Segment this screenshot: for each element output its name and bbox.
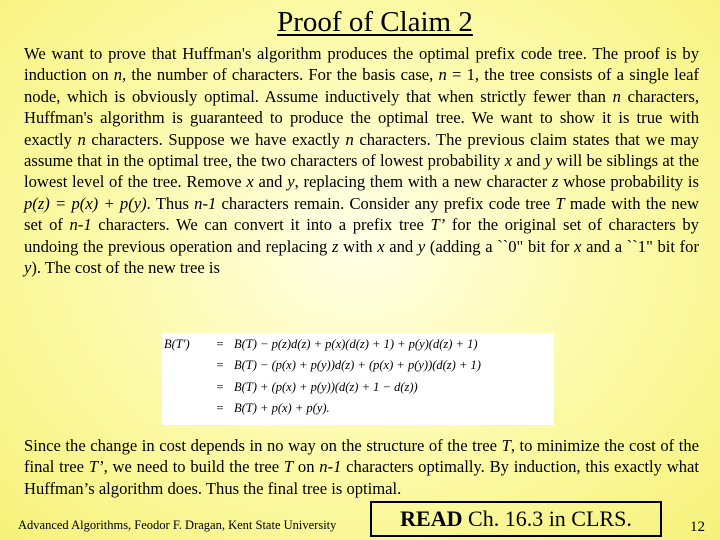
math-variable: n	[113, 65, 123, 85]
math-variable: n	[612, 86, 621, 106]
equation-rhs: B(T) − p(z)d(z) + p(x)(d(z) + 1) + p(y)(d(z) + 1)	[234, 337, 478, 351]
math-variable: n	[345, 129, 354, 149]
math-variable: p(z) = p(x) + p(y)	[24, 193, 147, 213]
equation-rhs: B(T) + (p(x) + p(y))(d(z) + 1 − d(z))	[234, 380, 418, 394]
text-run: Since the change in cost depends in no way on the structure of the tree	[24, 436, 502, 455]
math-variable: y	[544, 151, 553, 171]
read-label: READ	[400, 506, 463, 531]
equation-rhs: B(T) − (p(x) + p(y))d(z) + (p(x) + p(y))(d(z) + 1)	[234, 358, 481, 372]
math-variable: n	[77, 129, 86, 149]
text-run: characters. Suppose we have exactly	[85, 129, 346, 149]
text-run: with	[338, 236, 378, 256]
math-variable: z	[552, 172, 559, 192]
math-variable: y	[417, 236, 426, 256]
math-variable: x	[377, 236, 385, 256]
text-run: , the number of characters. For the basis case,	[122, 65, 439, 85]
math-variable: z	[332, 236, 339, 256]
math-variable: n-1	[69, 215, 92, 235]
proof-paragraph-1	[24, 43, 699, 278]
text-run: whose probability is	[558, 172, 699, 192]
math-variable: T’	[88, 457, 104, 477]
equals-sign: =	[216, 358, 224, 372]
text-run: will be siblings at the lowest level of the tree. Remove	[24, 151, 699, 192]
math-variable: y	[287, 172, 295, 192]
cost-equation-block	[162, 333, 554, 425]
math-variable: T	[555, 193, 565, 213]
equals-sign: =	[216, 337, 224, 351]
text-run: and a ``1" bit for	[581, 236, 699, 256]
math-variable: y	[24, 258, 32, 278]
text-run: and	[512, 151, 545, 171]
text-run: (adding a ``0" bit for	[425, 236, 575, 256]
text-run: for the original set of characters by undoing the previous operation and replacing	[24, 215, 699, 256]
text-run: characters, Huffman's algorithm is guaranteed to produce the optimal tree. We want to show it is true with exactly	[24, 86, 699, 149]
text-run: characters optimally. By induction, this exactly what Huffman’s algorithm does. Thus the final tree is optimal.	[24, 457, 699, 498]
read-reference: Ch. 16.3 in CLRS.	[462, 506, 632, 531]
text-run: , we need to build the tree	[103, 457, 284, 477]
math-variable: x	[574, 236, 582, 256]
text-run: . Thus	[146, 193, 195, 213]
text-run: ). The cost of the new tree is	[31, 258, 220, 278]
math-variable: T	[501, 436, 511, 455]
math-variable: T	[283, 457, 294, 477]
text-run: on	[293, 457, 320, 477]
text-run: We want to prove that Huffman's algorithm produces the optimal prefix code tree. The proof is by induction on	[24, 44, 699, 85]
proof-paragraph-2	[24, 435, 699, 499]
math-variable: T’	[430, 215, 446, 235]
math-variable: x	[504, 151, 513, 171]
text-run: and	[253, 172, 288, 192]
math-variable: n-1	[194, 193, 217, 213]
equals-sign: =	[216, 401, 224, 415]
equals-sign: =	[216, 380, 224, 394]
text-run: = 1, the tree consists of a single leaf node, which is obviously optimal. Assume inductively that when strictly fewer than	[24, 65, 699, 106]
reading-assignment-box	[370, 501, 662, 537]
equation-rhs: B(T) + p(x) + p(y).	[234, 401, 330, 415]
text-run: and	[384, 236, 418, 256]
text-run: characters remain. Consider any prefix code tree	[216, 193, 556, 213]
slide-title: Proof of Claim 2	[277, 6, 473, 38]
math-variable: x	[246, 172, 254, 192]
page-number: 12	[690, 519, 705, 535]
text-run: made with the new set of	[24, 193, 699, 235]
text-run: characters. We can convert it into a prefix tree	[91, 215, 431, 235]
text-run: characters. The previous claim states that we may assume that in the optimal tree, the two characters of lowest probability	[24, 129, 700, 171]
text-run: , replacing them with a new character	[294, 172, 553, 192]
equation-lhs: B(T′)	[164, 337, 190, 351]
text-run: , to minimize the cost of the final tree	[24, 436, 700, 477]
math-variable: n-1	[319, 457, 342, 477]
math-variable: n	[438, 65, 447, 85]
footer-credit: Advanced Algorithms, Feodor F. Dragan, Kent State University	[18, 518, 337, 532]
